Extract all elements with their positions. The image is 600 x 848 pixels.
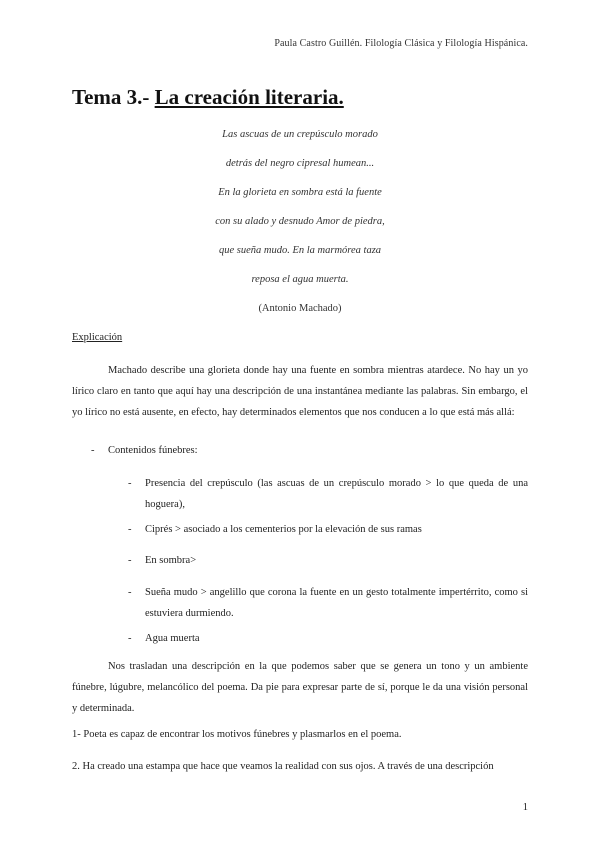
- poem-line: En la glorieta en sombra está la fuente: [218, 187, 382, 198]
- poem-line: Las ascuas de un crepúsculo morado: [222, 129, 378, 140]
- poem-line: reposa el agua muerta.: [251, 274, 349, 285]
- page-header: Paula Castro Guillén. Filología Clásica y Filología Hispánica.: [274, 38, 528, 49]
- paragraph-explanation: Machado describe una glorieta donde hay una fuente en sombra mientras atardece. No hay un yo lírico claro en tanto que aquí hay una descripción de una instantánea mediante las palabras. Sin embargo, el yo lírico no está ausente, en efecto, hay determinados elementos que nos conducen a lo que está más allá:: [72, 365, 528, 418]
- paragraph-atmosphere: Nos trasladan una descripción en la que podemos saber que se genera un tono y un ambiente fúnebre, lúgubre, melancólico del poema. Da pie para expresar parte de sí, porque le da una visión personal y determinada.: [72, 661, 528, 714]
- page-number: 1: [522, 802, 528, 813]
- sublist-bullet: -: [128, 633, 132, 644]
- point-2: 2. Ha creado una estampa que hace que veamos la realidad con sus ojos. A través de una descripción: [72, 761, 494, 772]
- point-1: 1- Poeta es capaz de encontrar los motivos fúnebres y plasmarlos en el poema.: [72, 729, 402, 740]
- list-bullet: -: [91, 445, 95, 456]
- page-title: [72, 85, 344, 110]
- title-prefix: Tema 3.-: [72, 85, 155, 109]
- sublist-bullet: -: [128, 478, 132, 489]
- poem-line: detrás del negro cipresal humean...: [225, 158, 375, 169]
- poem-line: con su alado y desnudo Amor de piedra,: [215, 216, 385, 227]
- sublist-bullet: -: [128, 587, 132, 598]
- sublist-item: Ciprés > asociado a los cementerios por la elevación de sus ramas: [145, 524, 422, 535]
- poem-block: [150, 128, 450, 331]
- title-main: La creación literaria.: [154, 85, 344, 109]
- sublist-item: En sombra>: [145, 555, 197, 566]
- poem-line: que sueña mudo. En la marmórea taza: [218, 245, 382, 256]
- sublist-bullet: -: [128, 524, 132, 535]
- sublist-bullet: -: [128, 555, 132, 566]
- section-heading: Explicación: [72, 332, 123, 343]
- poem-author: (Antonio Machado): [258, 303, 342, 314]
- list-main-item: Contenidos fúnebres:: [108, 445, 198, 456]
- sublist-item: Agua muerta: [145, 633, 200, 644]
- sublist-item: Sueña mudo > angelillo que corona la fuente en un gesto totalmente impertérrito, como si estuviera durmiendo.: [145, 587, 528, 619]
- sublist-item: Presencia del crepúsculo (las ascuas de un crepúsculo morado > lo que queda de una hoguera),: [145, 478, 528, 510]
